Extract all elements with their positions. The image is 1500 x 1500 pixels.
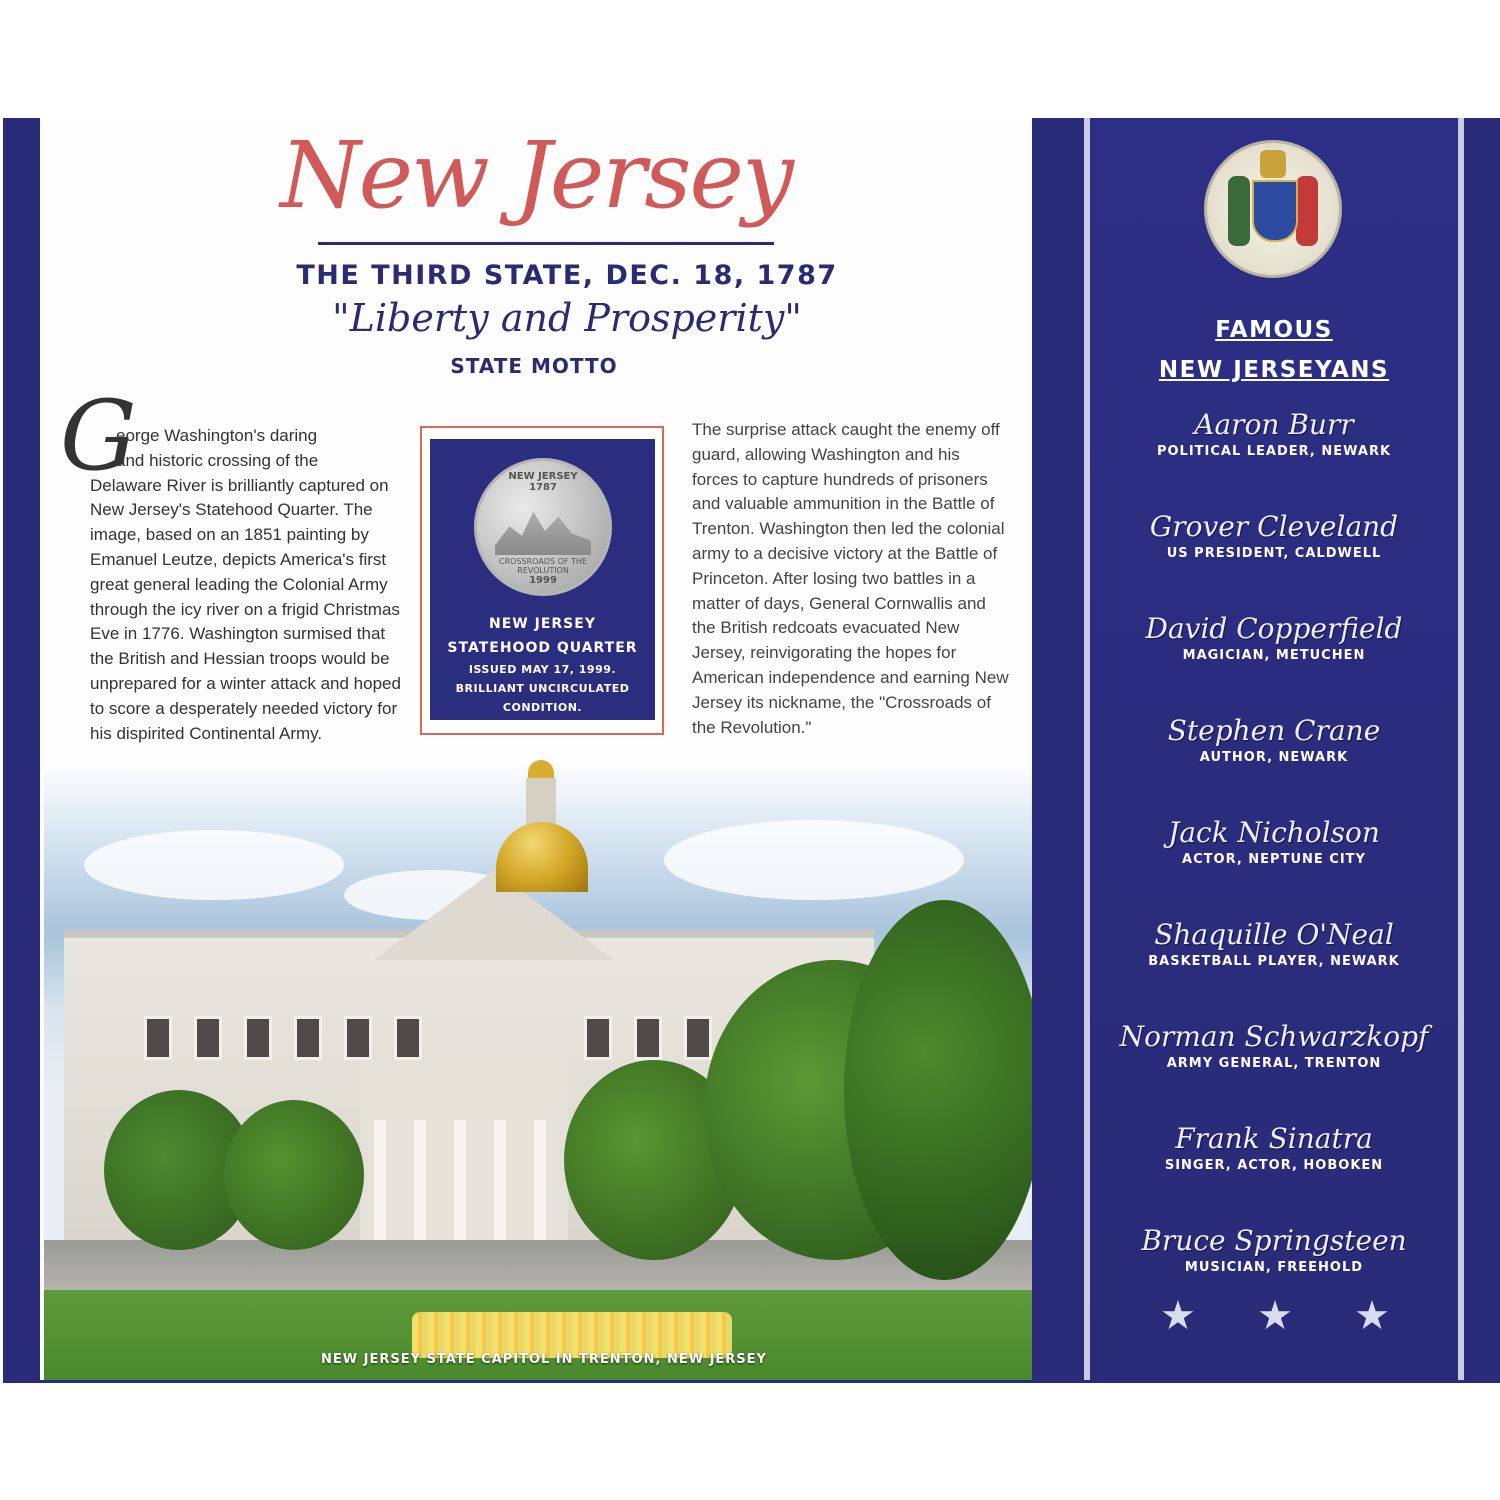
coin-caption-line3: ISSUED MAY 17, 1999. xyxy=(468,663,617,676)
column xyxy=(494,1120,506,1250)
person-name: Shaquille O'Neal xyxy=(1154,918,1394,951)
person-name: Aaron Burr xyxy=(1194,408,1354,441)
star-icon: ★ xyxy=(1257,1294,1293,1338)
seal-horse-crest xyxy=(1260,150,1286,178)
sidebar-title-line1: FAMOUS xyxy=(1215,317,1333,343)
capitol-photo xyxy=(44,760,1032,1380)
seal-figure-liberty xyxy=(1228,176,1250,246)
right-text-column: The surprise attack caught the enemy off guard, allowing Washington and his forces to capture hundreds of prisoners and valuable ammunition in the Battle of Trenton. Washington then led the colonial army to a decisive victory at the Battle of Princeton. After losing two battles in a matter of days, General Cornwallis and the British redcoats evacuated New Jersey, reinvigorating the hopes for American independence and earning New Jersey its nickname, the "Crossroads of the Revolution." xyxy=(692,420,1009,737)
list-item xyxy=(1084,714,1464,768)
column xyxy=(454,1120,466,1250)
seal-shield xyxy=(1252,180,1298,242)
person-description: POLITICAL LEADER, NEWARK xyxy=(1156,444,1392,459)
list-item xyxy=(1084,1122,1464,1176)
person-description: ACTOR, NEPTUNE CITY xyxy=(1182,852,1366,867)
column xyxy=(414,1120,426,1250)
person-description: MUSICIAN, FREEHOLD xyxy=(1184,1260,1364,1275)
person-name: Frank Sinatra xyxy=(1175,1122,1373,1155)
column xyxy=(534,1120,546,1250)
person-description: BASKETBALL PLAYER, NEWARK xyxy=(1148,954,1400,969)
coin-caption-line5: CONDITION. xyxy=(502,701,583,714)
list-item xyxy=(1084,918,1464,972)
stars-row xyxy=(1160,1296,1390,1336)
page-title: New Jersey xyxy=(280,122,792,229)
person-name: Norman Schwarzkopf xyxy=(1119,1020,1429,1053)
list-item xyxy=(1084,816,1464,870)
person-name: David Copperfield xyxy=(1145,612,1403,645)
cloud xyxy=(664,820,964,900)
window-row-upper xyxy=(144,1016,422,1060)
title-rule xyxy=(318,242,774,245)
person-description: US PRESIDENT, CALDWELL xyxy=(1166,546,1382,561)
delaware-crossing-relief xyxy=(495,507,591,555)
coin-year-statehood: 1787 xyxy=(529,482,557,493)
column xyxy=(374,1120,386,1250)
star-icon: ★ xyxy=(1354,1294,1390,1338)
coin-caption xyxy=(430,612,655,717)
left-text-line-1: eorge Washington's daring xyxy=(116,426,318,445)
coin-caption-line1: NEW JERSEY xyxy=(489,616,596,632)
list-item xyxy=(1084,408,1464,462)
coin-inscription-bottom: 1999 xyxy=(529,575,557,586)
capitol-cupola xyxy=(526,778,556,828)
seal-figure-ceres xyxy=(1296,176,1318,246)
photo-caption: NEW JERSEY STATE CAPITOL IN TRENTON, NEW JERSEY xyxy=(321,1352,767,1367)
coin-state-text: NEW JERSEY xyxy=(508,471,578,482)
window xyxy=(144,1016,172,1060)
window xyxy=(394,1016,422,1060)
golden-dome xyxy=(496,822,588,892)
left-text-body: Delaware River is brilliantly captured on New Jersey's Statehood Quarter. The image, based on an 1851 painting by Emanuel Leutze, depicts America's first great general leading the Colonial Army through the icy river on a frigid Christmas Eve in 1776. Washington surmised that the British and Hessian troops would be unprepared for a winter attack and hoped to score a desperately needed victory for his dispirited Continental Army. xyxy=(90,475,401,743)
window xyxy=(684,1016,712,1060)
person-description: ARMY GENERAL, TRENTON xyxy=(1166,1056,1382,1071)
coin-inscription-top xyxy=(477,471,609,493)
list-item xyxy=(1084,510,1464,564)
sidebar-title-line2: NEW JERSEYANS xyxy=(1158,357,1390,383)
window xyxy=(584,1016,612,1060)
list-item xyxy=(1084,1020,1464,1074)
person-description: AUTHOR, NEWARK xyxy=(1199,750,1349,765)
coin-caption-line4: BRILLIANT UNCIRCULATED xyxy=(455,682,630,695)
tree xyxy=(224,1100,364,1250)
window xyxy=(294,1016,322,1060)
left-text-line-2: and historic crossing of the xyxy=(116,450,319,470)
star-icon: ★ xyxy=(1160,1294,1196,1338)
window xyxy=(194,1016,222,1060)
list-item xyxy=(1084,1224,1464,1278)
quarter-coin xyxy=(474,458,612,596)
page-subtitle: THE THIRD STATE, DEC. 18, 1787 xyxy=(296,260,838,291)
coin-caption-line2: STATEHOOD QUARTER xyxy=(447,640,638,656)
coin-inscription-mid: CROSSROADS OF THE REVOLUTION xyxy=(499,557,587,575)
person-name: Jack Nicholson xyxy=(1168,816,1380,849)
person-name: Grover Cleveland xyxy=(1149,510,1399,543)
window xyxy=(344,1016,372,1060)
person-description: SINGER, ACTOR, HOBOKEN xyxy=(1164,1158,1384,1173)
drop-cap: G xyxy=(60,380,137,492)
person-description: MAGICIAN, METUCHEN xyxy=(1182,648,1366,663)
sidebar-title xyxy=(1084,310,1464,390)
person-name: Bruce Springsteen xyxy=(1141,1224,1407,1257)
person-name: Stephen Crane xyxy=(1167,714,1381,747)
state-motto: "Liberty and Prosperity" xyxy=(332,296,802,340)
cloud xyxy=(84,830,344,900)
list-item xyxy=(1084,612,1464,666)
tree xyxy=(844,900,1032,1280)
window xyxy=(244,1016,272,1060)
state-motto-label: STATE MOTTO xyxy=(450,354,618,378)
window xyxy=(634,1016,662,1060)
left-text-column xyxy=(90,424,410,746)
